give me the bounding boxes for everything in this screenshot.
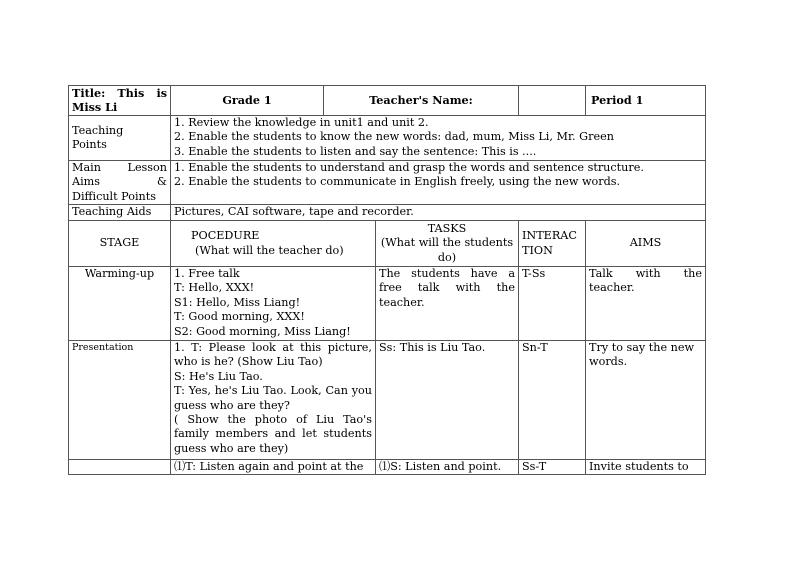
interaction-header-line1: INTERAC	[522, 229, 577, 243]
teaching-point-item: 2. Enable the students to know the new words: dad, mum, Miss Li, Mr. Green	[174, 130, 614, 144]
aims-header	[586, 221, 706, 267]
tasks-value: Ss: This is Liu Tao.	[379, 341, 486, 355]
main-aim-item: 2. Enable the students to communicate in English freely, using the new words.	[174, 175, 621, 189]
main-aim-item: 1. Enable the students to understand and grasp the words and sentence structure.	[174, 160, 644, 174]
tasks-header-line2: (What will the students do)	[380, 236, 514, 264]
grade-value: Grade 1	[222, 93, 272, 108]
teaching-points-label-line2: Points	[72, 138, 107, 152]
teacher-name-label: Teacher's Name:	[369, 93, 473, 108]
interaction-header	[519, 221, 586, 267]
aims-header-label: AIMS	[629, 236, 662, 250]
procedure-header-line2: (What will the teacher do)	[195, 243, 344, 257]
teacher-name-cell	[324, 86, 519, 116]
tasks-cell	[376, 267, 519, 341]
main-aims-label-line3: Difficult Points	[72, 189, 157, 203]
procedure-header	[171, 221, 376, 267]
procedure-line: S1: Hello, Miss Liang!	[174, 295, 301, 309]
teaching-point-item: 3. Enable the students to listen and say the sentence: This is ....	[174, 144, 537, 158]
period-cell	[586, 86, 706, 116]
stage-cell	[69, 341, 171, 460]
procedure-line: T: Good morning, XXX!	[174, 310, 305, 324]
main-aims-content	[171, 160, 706, 204]
interaction-cell	[519, 460, 586, 475]
procedure-line: T: Yes, he's Liu Tao. Look, Can you guess who are they?	[174, 384, 372, 412]
teaching-points-label-cell	[69, 115, 171, 160]
lesson-title-cell	[69, 86, 171, 116]
stage-value: Warming-up	[84, 267, 155, 281]
procedure-header-line1: POCEDURE	[191, 229, 260, 243]
interaction-value: T-Ss	[522, 267, 546, 281]
tasks-value: The students have a free talk with the teacher.	[379, 267, 516, 309]
procedure-cell	[171, 341, 376, 460]
stage-header-label: STAGE	[99, 236, 140, 250]
teacher-name-blank	[519, 86, 586, 116]
stage-header	[69, 221, 171, 267]
period-value: Period 1	[591, 93, 644, 108]
aims-value: Invite students to	[589, 460, 689, 474]
tasks-cell	[376, 341, 519, 460]
aims-value: Try to say the new words.	[589, 341, 695, 369]
tasks-value: ⑴S: Listen and point.	[379, 460, 502, 474]
teaching-points-label-line1: Teaching	[72, 123, 124, 137]
column-header-row	[69, 221, 706, 267]
teaching-aids-content	[171, 205, 706, 221]
main-aims-row	[69, 160, 706, 204]
procedure-line: 1. Free talk	[174, 267, 240, 281]
stage-cell	[69, 267, 171, 341]
procedure-line: ( Show the photo of Liu Tao's family members and let students guess who are they)	[174, 413, 372, 455]
grade-cell	[171, 86, 324, 116]
teaching-aids-value: Pictures, CAI software, tape and recorder.	[174, 205, 414, 219]
tasks-header	[376, 221, 519, 267]
procedure-line: S: He's Liu Tao.	[174, 369, 263, 383]
procedure-line: S2: Good morning, Miss Liang!	[174, 324, 351, 338]
aims-cell	[586, 341, 706, 460]
header-row	[69, 86, 706, 116]
stage-value: Presentation	[72, 342, 134, 354]
interaction-cell	[519, 341, 586, 460]
stage-cell	[69, 460, 171, 475]
teaching-points-row	[69, 115, 706, 160]
table-row	[69, 341, 706, 460]
tasks-cell	[376, 460, 519, 475]
aims-value: Talk with the teacher.	[589, 267, 703, 295]
teaching-points-content	[171, 115, 706, 160]
interaction-value: Sn-T	[522, 341, 548, 355]
table-row	[69, 460, 706, 475]
interaction-cell	[519, 267, 586, 341]
table-row	[69, 267, 706, 341]
teaching-aids-label-cell	[69, 205, 171, 221]
lesson-title-line2: Miss Li	[72, 100, 118, 115]
main-aims-label-line2: Aims &	[72, 175, 167, 189]
aims-cell	[586, 267, 706, 341]
teaching-aids-label: Teaching Aids	[72, 205, 152, 219]
interaction-value: Ss-T	[522, 460, 547, 474]
procedure-cell	[171, 460, 376, 475]
procedure-cell	[171, 267, 376, 341]
teaching-aids-row	[69, 205, 706, 221]
procedure-line: ⑴T: Listen again and point at the	[174, 460, 364, 474]
lesson-title-line1: Title: This is	[72, 86, 167, 100]
tasks-header-line1: TASKS	[427, 221, 467, 235]
main-aims-label-cell	[69, 160, 171, 204]
aims-cell	[586, 460, 706, 475]
interaction-header-line2: TION	[522, 243, 553, 257]
procedure-line: T: Hello, XXX!	[174, 281, 255, 295]
main-aims-label-line1: Main Lesson	[72, 160, 167, 174]
teaching-point-item: 1. Review the knowledge in unit1 and unit 2.	[174, 115, 429, 129]
procedure-line: 1. T: Please look at this picture, who is he? (Show Liu Tao)	[174, 341, 372, 369]
lesson-plan-table	[68, 85, 706, 475]
